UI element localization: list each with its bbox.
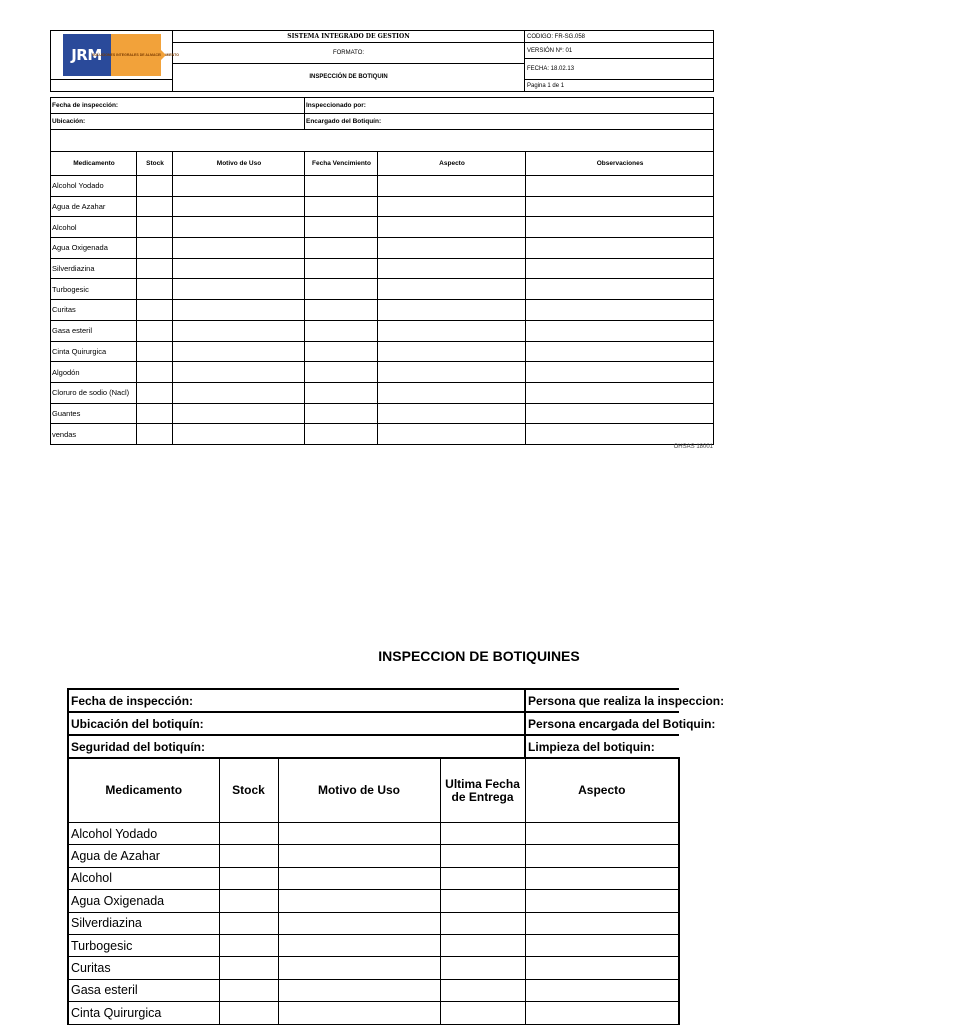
medication-name: Turbogesic [51, 279, 137, 300]
column-header: Observaciones [526, 152, 714, 176]
table-cell[interactable] [278, 867, 440, 889]
table-cell[interactable] [440, 890, 525, 912]
table-cell[interactable] [219, 912, 278, 934]
table-cell[interactable] [526, 279, 714, 300]
table-cell[interactable] [440, 867, 525, 889]
table-row [68, 934, 679, 956]
table-cell[interactable] [525, 1002, 679, 1024]
table-cell[interactable] [378, 300, 526, 321]
table-cell[interactable] [526, 362, 714, 383]
table-cell[interactable] [526, 382, 714, 403]
table-row [68, 957, 679, 979]
table-cell[interactable] [525, 845, 679, 867]
table-cell[interactable] [219, 957, 278, 979]
table-cell[interactable] [278, 912, 440, 934]
table-cell[interactable] [525, 823, 679, 845]
table-cell[interactable] [526, 217, 714, 238]
table-cell[interactable] [440, 845, 525, 867]
table-cell[interactable] [137, 403, 173, 424]
medication-name: Agua de Azahar [51, 196, 137, 217]
table-cell[interactable] [525, 934, 679, 956]
table-cell[interactable] [173, 279, 305, 300]
location-field[interactable]: Ubicación del botiquín: [68, 712, 525, 735]
table-row [51, 258, 714, 279]
medication-name: Alcohol [68, 867, 219, 889]
table-cell[interactable] [173, 382, 305, 403]
table-cell[interactable] [305, 403, 378, 424]
table-row [51, 403, 714, 424]
table-cell[interactable] [378, 196, 526, 217]
medication-name: Agua Oxigenada [51, 238, 137, 259]
table-row [68, 867, 679, 889]
medication-name: Alcohol [51, 217, 137, 238]
medication-name: Turbogesic [68, 934, 219, 956]
table-row [68, 979, 679, 1001]
table-cell[interactable] [173, 217, 305, 238]
table-cell[interactable] [378, 403, 526, 424]
inspector-field[interactable]: Persona que realiza la inspeccion: [525, 689, 679, 712]
table-row [51, 424, 714, 445]
table-cell[interactable] [525, 890, 679, 912]
security-field[interactable]: Seguridad del botiquín: [68, 735, 525, 758]
form2-title: INSPECCION DE BOTIQUINES [378, 648, 580, 664]
medication-name: Agua de Azahar [68, 845, 219, 867]
column-header: Stock [137, 152, 173, 176]
table-cell[interactable] [219, 823, 278, 845]
table-cell[interactable] [137, 258, 173, 279]
table-cell[interactable] [526, 238, 714, 259]
table-cell[interactable] [305, 217, 378, 238]
table-cell[interactable] [173, 258, 305, 279]
table-cell[interactable] [137, 176, 173, 197]
table-row [51, 279, 714, 300]
column-header: Stock [219, 758, 278, 823]
table-cell[interactable] [137, 300, 173, 321]
table-cell[interactable] [278, 957, 440, 979]
table-cell[interactable] [378, 238, 526, 259]
table-cell[interactable] [378, 279, 526, 300]
table-row [51, 382, 714, 403]
format-title: INSPECCIÓN DE BOTIQUIN [173, 63, 525, 91]
table-cell[interactable] [219, 890, 278, 912]
system-title: SISTEMA INTEGRADO DE GESTION [173, 31, 525, 43]
table-cell[interactable] [173, 341, 305, 362]
table-cell[interactable] [378, 258, 526, 279]
table-cell[interactable] [378, 217, 526, 238]
column-header: Fecha Vencimiento [305, 152, 378, 176]
column-header: Motivo de Uso [278, 758, 440, 823]
table-cell[interactable] [137, 424, 173, 445]
table-cell[interactable] [440, 912, 525, 934]
table-cell[interactable] [305, 176, 378, 197]
table-cell[interactable] [305, 424, 378, 445]
column-header: Medicamento [51, 152, 137, 176]
table-cell[interactable] [173, 300, 305, 321]
table-cell[interactable] [525, 979, 679, 1001]
table-cell[interactable] [137, 196, 173, 217]
table-row [51, 176, 714, 197]
table-cell[interactable] [440, 1002, 525, 1024]
column-header: Aspecto [378, 152, 526, 176]
medication-name: Agua Oxigenada [68, 890, 219, 912]
medication-name: Gasa esteril [51, 320, 137, 341]
inspection-form-2 [67, 688, 725, 1025]
table-row [68, 845, 679, 867]
table-cell[interactable] [219, 934, 278, 956]
logo-cell [51, 31, 179, 80]
table-row [51, 217, 714, 238]
table-cell[interactable] [278, 934, 440, 956]
table-row [51, 300, 714, 321]
medication-name: Cloruro de sodio (Nacl) [51, 382, 137, 403]
table-cell[interactable] [378, 362, 526, 383]
table-cell[interactable] [525, 912, 679, 934]
medication-name: Cinta Quirurgica [68, 1002, 219, 1024]
table-cell[interactable] [526, 320, 714, 341]
table-row [51, 341, 714, 362]
table-cell[interactable] [525, 867, 679, 889]
medication-name: Algodón [51, 362, 137, 383]
company-logo [51, 31, 179, 79]
medication-name: Gasa esteril [68, 979, 219, 1001]
table-cell[interactable] [378, 320, 526, 341]
table-row [68, 823, 679, 845]
table-cell[interactable] [305, 300, 378, 321]
column-header: Motivo de Uso [173, 152, 305, 176]
table-cell[interactable] [378, 341, 526, 362]
table-cell[interactable] [278, 823, 440, 845]
table-cell[interactable] [173, 196, 305, 217]
table-cell[interactable] [173, 238, 305, 259]
document-version: VERSIÓN Nº: 01 [525, 43, 714, 59]
table-row [68, 890, 679, 912]
table-cell[interactable] [526, 258, 714, 279]
table-cell[interactable] [440, 934, 525, 956]
inspection-date-field[interactable]: Fecha de inspección: [68, 689, 525, 712]
blank-row [51, 130, 714, 152]
table-cell[interactable] [440, 979, 525, 1001]
table-cell[interactable] [219, 979, 278, 1001]
medication-name: Guantes [51, 403, 137, 424]
table-cell[interactable] [526, 196, 714, 217]
table-cell[interactable] [305, 258, 378, 279]
kit-manager-field[interactable]: Encargado del Botiquín: [305, 114, 714, 130]
table-cell[interactable] [526, 341, 714, 362]
document-header [50, 30, 714, 92]
table-cell[interactable] [278, 845, 440, 867]
table-cell[interactable] [137, 279, 173, 300]
logo-tagline: SOLUCIONES INTEGRALES DE ALMACENAMIENTO [111, 34, 161, 76]
medication-name: Silverdiazina [51, 258, 137, 279]
table-cell[interactable] [173, 176, 305, 197]
table-cell[interactable] [526, 403, 714, 424]
table-cell[interactable] [525, 957, 679, 979]
logo-spacer [51, 80, 173, 92]
table-cell[interactable] [137, 217, 173, 238]
table-cell[interactable] [137, 382, 173, 403]
table-cell[interactable] [305, 320, 378, 341]
inspection-date-field[interactable]: Fecha de inspección: [51, 98, 305, 114]
form2-container [67, 688, 725, 1024]
document-date: FECHA: 18.02.13 [525, 59, 714, 80]
table-cell[interactable] [526, 424, 714, 445]
table-row [51, 362, 714, 383]
column-header-row [68, 758, 679, 823]
inspection-form-1 [50, 97, 714, 445]
medication-name: Alcohol Yodado [68, 823, 219, 845]
column-header: Medicamento [68, 758, 219, 823]
table-cell[interactable] [305, 279, 378, 300]
table-cell[interactable] [440, 823, 525, 845]
medication-name: Curitas [51, 300, 137, 321]
manager-field[interactable]: Persona encargada del Botiquin: [525, 712, 679, 735]
table-cell[interactable] [173, 424, 305, 445]
table-row [51, 238, 714, 259]
format-label: FORMATO: [173, 43, 525, 64]
table-cell[interactable] [278, 979, 440, 1001]
table-cell[interactable] [305, 238, 378, 259]
ohsas-footer: OHSAS 18001 [673, 444, 713, 450]
table-row [51, 196, 714, 217]
column-header: Aspecto [525, 758, 679, 823]
table-cell[interactable] [173, 403, 305, 424]
location-field[interactable]: Ubicación: [51, 114, 305, 130]
table-cell[interactable] [137, 341, 173, 362]
cleaning-field[interactable]: Limpieza del botiquin: [525, 735, 679, 758]
table-cell[interactable] [305, 382, 378, 403]
inspected-by-field[interactable]: Inspeccionado por: [305, 98, 714, 114]
table-cell[interactable] [173, 362, 305, 383]
medication-name: Silverdiazina [68, 912, 219, 934]
table-cell[interactable] [440, 957, 525, 979]
table-cell[interactable] [137, 362, 173, 383]
table-cell[interactable] [173, 320, 305, 341]
table-cell[interactable] [219, 845, 278, 867]
table-cell[interactable] [378, 176, 526, 197]
table-cell[interactable] [219, 867, 278, 889]
medication-name: Curitas [68, 957, 219, 979]
table-cell[interactable] [378, 424, 526, 445]
table-row [51, 320, 714, 341]
table-cell[interactable] [305, 341, 378, 362]
table-cell[interactable] [219, 1002, 278, 1024]
medication-name: Cinta Quirurgica [51, 341, 137, 362]
table-row [68, 1002, 679, 1024]
medication-name: Alcohol Yodado [51, 176, 137, 197]
table-cell[interactable] [526, 176, 714, 197]
table-cell[interactable] [305, 362, 378, 383]
table-cell[interactable] [305, 196, 378, 217]
table-cell[interactable] [137, 320, 173, 341]
table-cell[interactable] [526, 300, 714, 321]
column-header: Ultima Fecha de Entrega [440, 758, 525, 823]
page-number: Pagina 1 de 1 [525, 80, 714, 92]
table-cell[interactable] [278, 1002, 440, 1024]
column-header-row [51, 152, 714, 176]
table-cell[interactable] [278, 890, 440, 912]
table-row [68, 912, 679, 934]
table-cell[interactable] [378, 382, 526, 403]
table-cell[interactable] [137, 238, 173, 259]
logo-jrm: JRM [63, 34, 111, 76]
medication-name: vendas [51, 424, 137, 445]
document-code: CODIGO: FR-SG.058 [525, 31, 714, 43]
